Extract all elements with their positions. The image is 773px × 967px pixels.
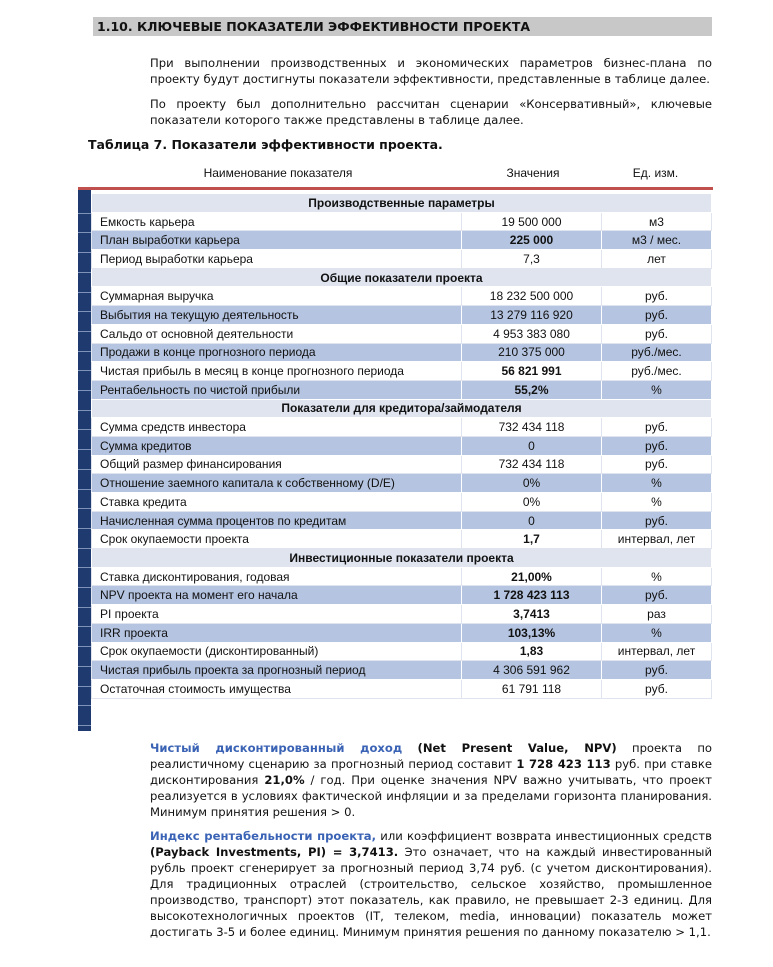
column-header-name: Наименование показателя [203, 166, 353, 180]
row-name: Ставка кредита [92, 493, 462, 512]
side-bar-separator [78, 567, 91, 568]
row-name: Продажи в конце прогнозного периода [92, 343, 462, 362]
row-name: Рентабельность по чистой прибыли [92, 380, 462, 399]
side-bar-separator [78, 370, 91, 371]
row-value: 103,13% [462, 623, 602, 642]
side-bar-separator [78, 449, 91, 450]
row-value: 7,3 [462, 250, 602, 269]
row-value: 0 [462, 436, 602, 455]
row-unit: лет [602, 250, 712, 269]
row-value: 0% [462, 493, 602, 512]
row-value: 732 434 118 [462, 455, 602, 474]
section-heading: 1.10. КЛЮЧЕВЫЕ ПОКАЗАТЕЛИ ЭФФЕКТИВНОСТИ ПРОЕКТА [93, 17, 712, 36]
row-name: Выбытия на текущую деятельность [92, 306, 462, 325]
side-bar-separator [78, 232, 91, 233]
npv-amount: 1 728 423 113 [516, 757, 611, 771]
table-row [92, 418, 712, 437]
npv-paragraph [150, 740, 712, 820]
side-bar-separator [78, 429, 91, 430]
npv-text-1: проекта по реалистичному сценарию за прогнозный период составит [150, 741, 712, 771]
row-name: Емкость карьера [92, 212, 462, 231]
row-name: Срок окупаемости (дисконтированный) [92, 642, 462, 661]
table-row [92, 287, 712, 306]
table-row [92, 474, 712, 493]
row-unit: м3 [602, 212, 712, 231]
row-unit: % [602, 567, 712, 586]
table-row [92, 362, 712, 381]
row-unit: руб./мес. [602, 343, 712, 362]
side-bar-separator [78, 626, 91, 627]
section-title: Производственные параметры [92, 194, 712, 213]
row-unit: % [602, 380, 712, 399]
row-value: 61 791 118 [462, 679, 602, 698]
table-row [92, 567, 712, 586]
side-bar-separator [78, 508, 91, 509]
row-unit: м3 / мес. [602, 231, 712, 250]
row-unit: руб. [602, 287, 712, 306]
row-value: 18 232 500 000 [462, 287, 602, 306]
row-name: PI проекта [92, 605, 462, 624]
row-unit: руб./мес. [602, 362, 712, 381]
table-row [92, 231, 712, 250]
row-unit: руб. [602, 306, 712, 325]
side-bar-separator [78, 607, 91, 608]
row-name: Сумма кредитов [92, 436, 462, 455]
pi-paragraph [150, 828, 712, 940]
row-name: Сумма средств инвестора [92, 418, 462, 437]
table-row [92, 586, 712, 605]
side-bar-separator [78, 272, 91, 273]
table-row [92, 679, 712, 698]
row-unit: руб. [602, 455, 712, 474]
row-value: 19 500 000 [462, 212, 602, 231]
table-row [92, 324, 712, 343]
row-name: IRR проекта [92, 623, 462, 642]
table-row [92, 380, 712, 399]
row-value: 0 [462, 511, 602, 530]
row-value: 55,2% [462, 380, 602, 399]
row-value: 21,00% [462, 567, 602, 586]
row-value: 4 953 383 080 [462, 324, 602, 343]
table-row [92, 605, 712, 624]
side-bar-separator [78, 548, 91, 549]
row-value: 210 375 000 [462, 343, 602, 362]
row-name: Общий размер финансирования [92, 455, 462, 474]
side-bar-separator [78, 213, 91, 214]
row-name: Срок окупаемости проекта [92, 530, 462, 549]
table-row [92, 343, 712, 362]
row-value: 0% [462, 474, 602, 493]
section-title: Общие показатели проекта [92, 268, 712, 287]
row-value: 732 434 118 [462, 418, 602, 437]
table-row [92, 212, 712, 231]
side-bar-separator [78, 528, 91, 529]
table-row [92, 642, 712, 661]
row-name: Суммарная выручка [92, 287, 462, 306]
side-bar-separator [78, 311, 91, 312]
row-name: Чистая прибыль в месяц в конце прогнозного периода [92, 362, 462, 381]
row-name: Остаточная стоимость имущества [92, 679, 462, 698]
table-header [78, 163, 711, 185]
row-unit: руб. [602, 436, 712, 455]
row-value: 3,7413 [462, 605, 602, 624]
row-unit: раз [602, 605, 712, 624]
row-value: 56 821 991 [462, 362, 602, 381]
row-unit: руб. [602, 661, 712, 680]
row-unit: руб. [602, 586, 712, 605]
table-row [92, 436, 712, 455]
side-bar-separator [78, 351, 91, 352]
intro-paragraph-1: При выполнении производственных и экономических параметров бизнес-плана по проекту будут достигнуты показатели эффективности, представленные в таблице далее. [150, 56, 712, 86]
side-bar-separator [78, 410, 91, 411]
row-value: 1,7 [462, 530, 602, 549]
npv-term: Чистый дисконтированный доход [150, 741, 403, 755]
npv-text-3: / год. При оценке значения NPV важно учитывать, что проект реализуется в условиях фактической инфляции и за пределами горизонта планирования. Минимум принятия решения > 0. [150, 773, 712, 819]
table-caption: Таблица 7. Показатели эффективности проекта. [88, 137, 443, 152]
row-value: 4 306 591 962 [462, 661, 602, 680]
section-row [92, 268, 712, 287]
section-row [92, 194, 712, 213]
table-row [92, 306, 712, 325]
side-bar-separator [78, 666, 91, 667]
row-name: Период выработки карьера [92, 250, 462, 269]
column-header-value: Значения [506, 166, 560, 180]
pi-term: Индекс рентабельности проекта, [150, 829, 377, 843]
section-title: Показатели для кредитора/займодателя [92, 399, 712, 418]
side-bar-separator [78, 587, 91, 588]
npv-text-2: руб. при ставке дисконтирования [150, 757, 712, 787]
row-unit: руб. [602, 324, 712, 343]
row-value: 225 000 [462, 231, 602, 250]
row-unit: руб. [602, 679, 712, 698]
intro-paragraph-2: По проекту был дополнительно рассчитан сценарии «Консервативный», ключевые показатели которого также представлены в таблице далее. [150, 97, 712, 127]
side-bar-separator [78, 686, 91, 687]
table-row [92, 493, 712, 512]
row-value: 1 728 423 113 [462, 586, 602, 605]
row-unit: % [602, 493, 712, 512]
row-unit: % [602, 623, 712, 642]
row-name: Ставка дисконтирования, годовая [92, 567, 462, 586]
side-bar-separator [78, 252, 91, 253]
row-name: NPV проекта на момент его начала [92, 586, 462, 605]
table-row [92, 661, 712, 680]
section-row [92, 549, 712, 568]
kpi-table [91, 193, 712, 699]
table-row [92, 250, 712, 269]
side-bar-separator [78, 705, 91, 706]
row-unit: руб. [602, 418, 712, 437]
npv-abbr: (Net Present Value, NPV) [417, 741, 617, 755]
pi-abbr: (Payback Investments, PI) [150, 845, 327, 859]
row-name: Начисленная сумма процентов по кредитам [92, 511, 462, 530]
section-row [92, 399, 712, 418]
pi-text-1: или коэффициент возврата инвестиционных средств [376, 829, 712, 843]
side-bar-separator [78, 390, 91, 391]
row-value: 13 279 116 920 [462, 306, 602, 325]
table-row [92, 455, 712, 474]
table-row [92, 530, 712, 549]
row-name: Сальдо от основной деятельности [92, 324, 462, 343]
table-row [92, 511, 712, 530]
row-name: Чистая прибыль проекта за прогнозный период [92, 661, 462, 680]
pi-value: = 3,7413. [326, 845, 399, 859]
side-bar-separator [78, 489, 91, 490]
row-name: Отношение заемного капитала к собственному (D/E) [92, 474, 462, 493]
npv-rate: 21,0% [264, 773, 305, 787]
row-unit: руб. [602, 511, 712, 530]
side-bar-separator [78, 469, 91, 470]
row-name: План выработки карьера [92, 231, 462, 250]
row-unit: интервал, лет [602, 642, 712, 661]
table-top-rule [78, 187, 713, 190]
side-bar-separator [78, 292, 91, 293]
side-bar-separator [78, 646, 91, 647]
pi-text-2: Это означает, что на каждый инвестированный рубль проект сгенерирует за прогнозный период 3,74 руб. (с учетом дисконтирования). Для традиционных отраслей (строительство, сельское хозяйство, промышленное производство, транспорт) этот показатель, как правило, не превышает 2-3 единиц. Для высокотехнологичных проектов (IT, телеком, media, инновации) показатель может достигать 3-5 и более единиц. Минимум принятия решения по данному показателю > 1,1. [150, 845, 712, 939]
section-title: Инвестиционные показатели проекта [92, 549, 712, 568]
side-bar-separator [78, 725, 91, 726]
column-header-unit: Ед. изм. [632, 166, 679, 180]
row-unit: % [602, 474, 712, 493]
row-unit: интервал, лет [602, 530, 712, 549]
side-bar-separator [78, 331, 91, 332]
table-row [92, 623, 712, 642]
row-value: 1,83 [462, 642, 602, 661]
